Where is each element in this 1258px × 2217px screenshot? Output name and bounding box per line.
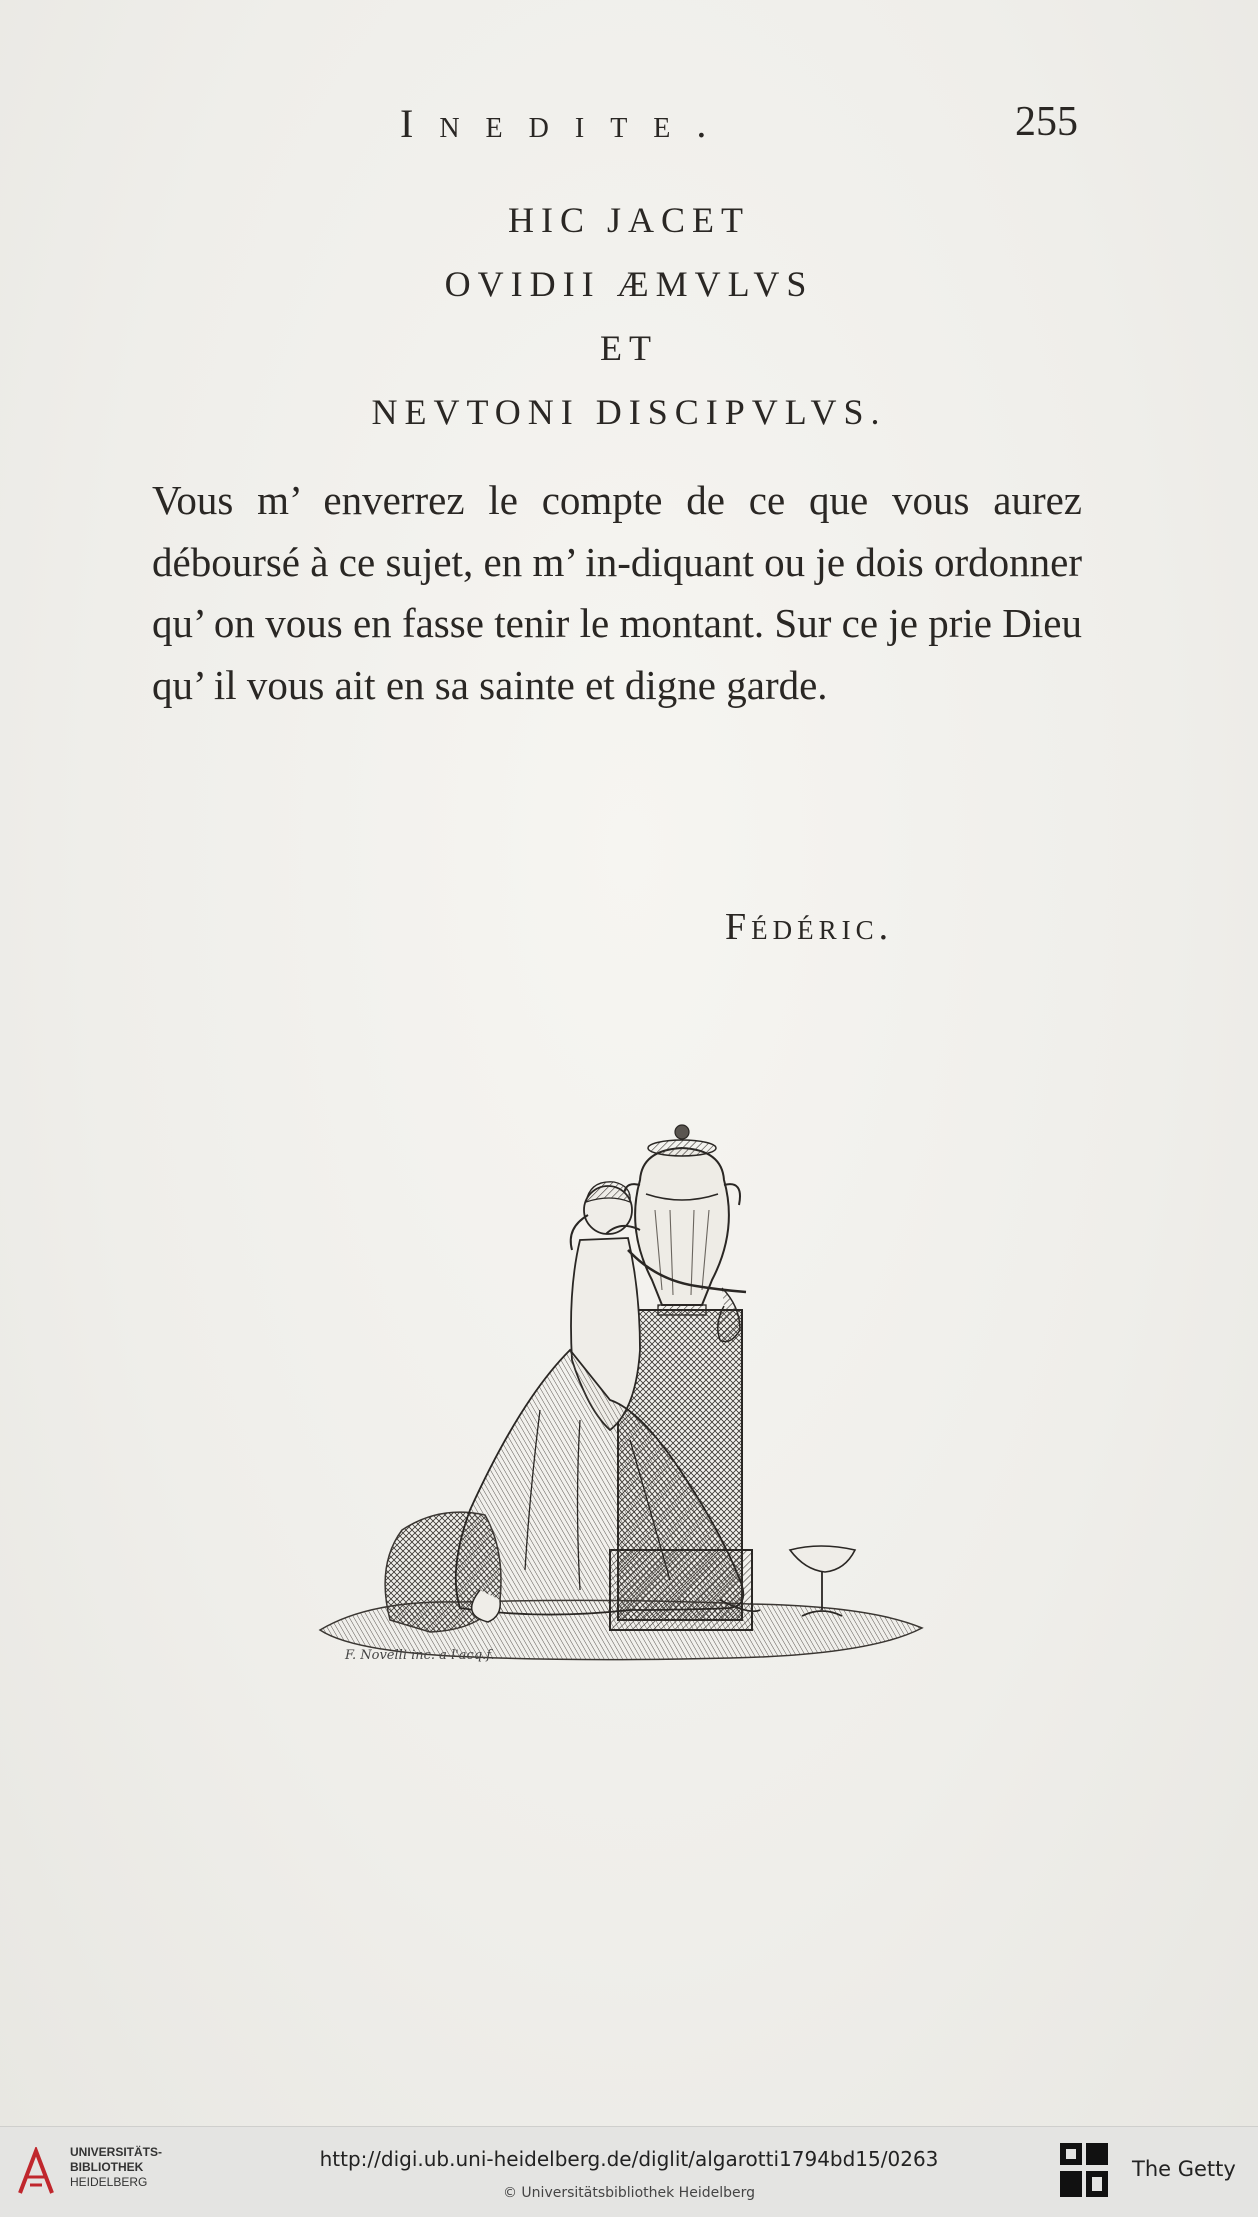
epitaph-line: ET: [600, 328, 658, 368]
running-head: [0, 100, 1258, 160]
epitaph-line: NEVTONI DISCIPVLVS.: [371, 392, 887, 432]
epitaph-line: OVIDII ÆMVLVS: [444, 264, 814, 304]
page-number: 255: [1015, 99, 1078, 145]
library-name-line: HEIDELBERG: [70, 2175, 148, 2189]
signature: Fédéric.: [725, 906, 894, 948]
epitaph-inscription: [0, 188, 1258, 444]
library-name-line: BIBLIOTHEK: [70, 2160, 144, 2174]
engraver-credit: F. Novelli inc. a l'acq.f.: [345, 1648, 495, 1663]
permalink-url[interactable]: http://digi.ub.uni-heidelberg.de/diglit/algarotti1794bd15/0263: [319, 2147, 939, 2171]
library-name-line: UNIVERSITÄTS-: [70, 2145, 163, 2159]
letter-paragraph: Vous m’ enverrez le compte de ce que vous aurez déboursé à ce sujet, en m’ in-diquant ou je dois ordonner qu’ on vous en fasse tenir le montant. Sur ce je prie Dieu qu’ il vous ait en sa sainte et digne garde.: [152, 477, 1082, 708]
partner-name[interactable]: The Getty: [1132, 2157, 1236, 2181]
running-title: Inedite.: [400, 101, 733, 146]
getty-logo-icon: [1058, 2141, 1112, 2201]
mourning-figure-engraving: [310, 1110, 930, 1680]
copyright-notice: © Universitätsbibliothek Heidelberg: [502, 2185, 755, 2201]
epitaph-line: HIC JACET: [508, 200, 750, 240]
viewer-footer: [0, 2126, 1258, 2217]
